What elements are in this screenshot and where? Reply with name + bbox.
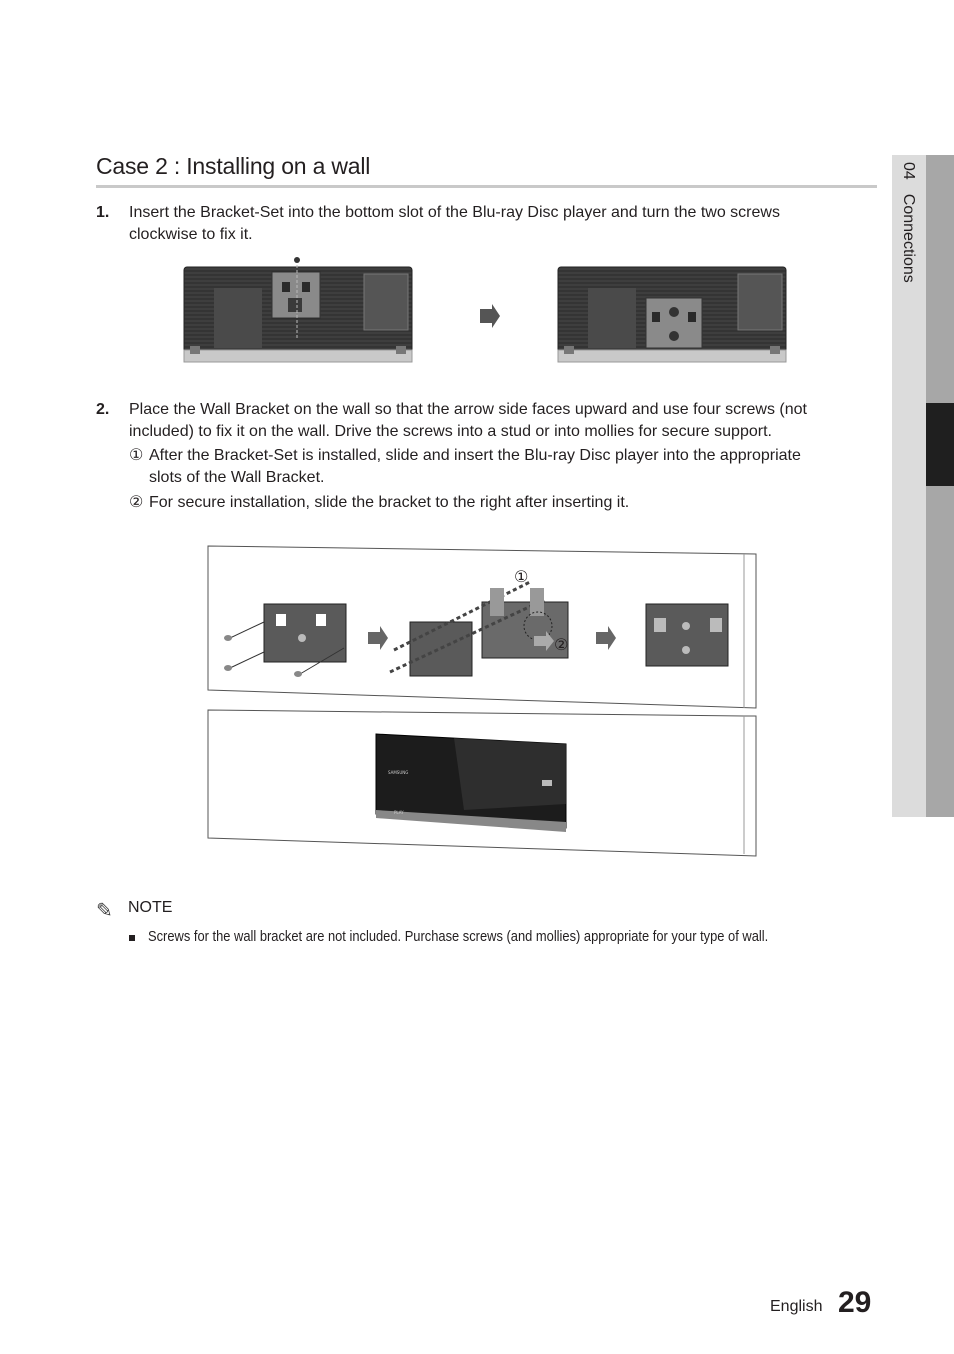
step-2-text (129, 399, 807, 514)
sub-2-line-1: For secure installation, slide the bracket to the right after inserting it. (149, 494, 630, 511)
page-title: Case 2 : Installing on a wall (96, 153, 371, 179)
bracket-final (646, 604, 728, 666)
figure-wall-installation (204, 542, 762, 860)
page-number: 29 (838, 1286, 872, 1319)
sidebar-tab-marker (926, 403, 954, 486)
step-1-text (129, 202, 780, 246)
chapter-name: Connections (900, 193, 917, 283)
step-1-number: 1. (96, 204, 110, 221)
sub-1-marker: ① (129, 447, 144, 464)
chapter-number: 04 (900, 162, 917, 180)
footer-language: English (770, 1298, 823, 1315)
player-bottom-before (184, 257, 412, 362)
callout-1: ① (514, 567, 529, 586)
figure-bracket-insertion (180, 254, 800, 372)
title-rule (96, 185, 877, 188)
brand-label: SAMSUNG (388, 770, 409, 775)
note-bullet (129, 935, 135, 941)
step-2-sub-1 (129, 445, 807, 467)
step-2-line-1: Place the Wall Bracket on the wall so that the arrow side faces upward and use four screws (not (129, 401, 807, 418)
note-label: NOTE (128, 899, 173, 916)
sub-1-line-2: slots of the Wall Bracket. (149, 469, 325, 486)
arrow-right-icon (480, 304, 500, 328)
pencil-icon: ✎ (96, 900, 113, 922)
player-bottom-after (558, 267, 786, 362)
sidebar-chapter-label (899, 162, 917, 283)
step-2-line-2: included) to fix it on the wall. Drive the screws into a stud or into mollies for secure support. (129, 423, 772, 440)
sub-2-marker: ② (129, 494, 144, 511)
step-1-line-1: Insert the Bracket-Set into the bottom slot of the Blu-ray Disc player and turn the two screws (129, 204, 780, 221)
step-1-line-2: clockwise to fix it. (129, 226, 253, 243)
callout-2: ② (554, 635, 569, 654)
blu-ray-player-mounted (376, 734, 566, 832)
play-label: PLAY (394, 810, 404, 815)
sidebar-tab-strip (926, 155, 954, 817)
note-item: Screws for the wall bracket are not included. Purchase screws (and mollies) appropriate for your type of wall. (148, 928, 769, 945)
sub-1-line-1: After the Bracket-Set is installed, slide and insert the Blu-ray Disc player into the appropriate (149, 447, 801, 464)
step-2-number: 2. (96, 401, 110, 418)
step-2-sub-2 (129, 492, 807, 514)
